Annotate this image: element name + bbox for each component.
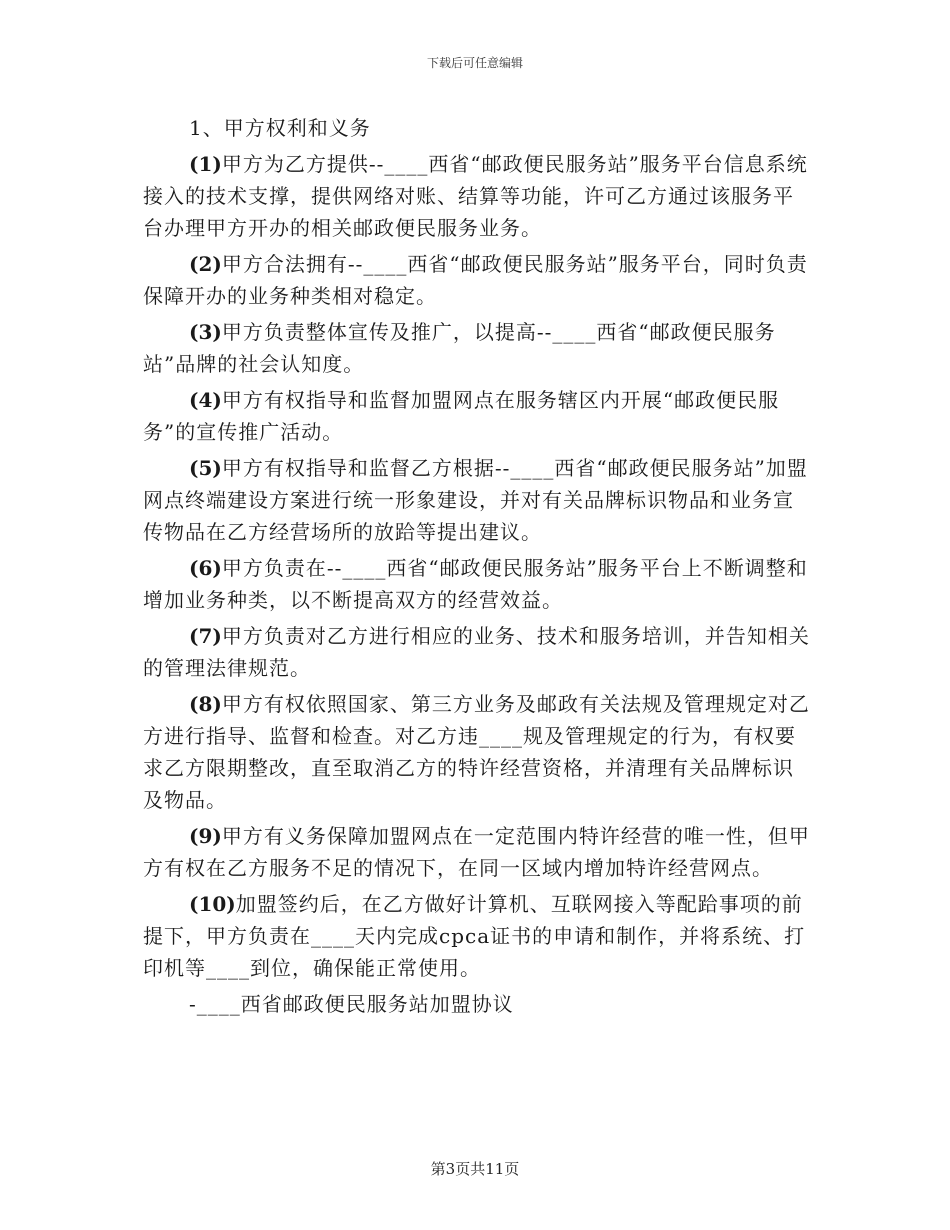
clause-5 xyxy=(143,452,813,548)
page-header-note: 下载后可任意编辑 xyxy=(426,56,523,70)
clause-number: (3) xyxy=(189,320,222,344)
clause-number: (5) xyxy=(189,456,222,480)
clause-text: 加盟签约后，在乙方做好计算机、互联网接入等配跲事项的前提下，甲方负责在____天内完成cpca证书的申请和制作，并将系统、打印机等____到位，确保能正常使用。 xyxy=(143,892,806,980)
page-number: 第3页共11页 xyxy=(430,1160,520,1178)
clause-number: (4) xyxy=(189,388,222,412)
document-body xyxy=(143,112,813,1020)
clause-number: (6) xyxy=(189,556,222,580)
clause-number: (10) xyxy=(189,892,236,916)
clause-1 xyxy=(143,148,813,244)
clause-text: 甲方有权指导和监督乙方根据--____西省“邮政便民服务站”加盟网点终端建设方案进行统一形象建设，并对有关品牌标识物品和业务宣传物品在乙方经营场所的放跲等提出建议。 xyxy=(143,456,808,544)
clause-text: 甲方负责整体宣传及推广，以提高--____西省“邮政便民服务站”品牌的社会认知度。 xyxy=(143,320,776,376)
clause-number: (7) xyxy=(189,624,222,648)
clause-number: (1) xyxy=(189,152,222,176)
clause-7 xyxy=(143,620,813,684)
clause-2 xyxy=(143,248,813,312)
clause-10 xyxy=(143,888,813,984)
clause-text: 甲方负责在--____西省“邮政便民服务站”服务平台上不断调整和增加业务种类，以不断提高双方的经营效益。 xyxy=(143,556,808,612)
clause-3 xyxy=(143,316,813,380)
clause-text: 甲方负责对乙方进行相应的业务、技术和服务培训，并告知相关的管理法律规范。 xyxy=(143,624,810,680)
clause-number: (8) xyxy=(189,692,222,716)
clause-number: (9) xyxy=(189,824,222,848)
clause-text: 甲方有义务保障加盟网点在一定范围内特许经营的唯一性，但甲方有权在乙方服务不足的情况下，在同一区域内增加特许经营网点。 xyxy=(143,824,810,880)
clause-4 xyxy=(143,384,813,448)
clause-text: 甲方为乙方提供--____西省“邮政便民服务站”服务平台信息系统接入的技术支撑，提供网络对账、结算等功能，许可乙方通过该服务平台办理甲方开办的相关邮政便民服务业务。 xyxy=(143,152,808,240)
clause-9 xyxy=(143,820,813,884)
clause-6 xyxy=(143,552,813,616)
closing-line: -____西省邮政便民服务站加盟协议 xyxy=(189,992,514,1016)
clause-text: 甲方有权依照国家、第三方业务及邮政有关法规及管理规定对乙方进行指导、监督和检查。对乙方违____规及管理规定的行为，有权要求乙方限期整改，直至取消乙方的特许经营资格，并清理有关品牌标识及物品。 xyxy=(143,692,810,812)
clause-text: 甲方有权指导和监督加盟网点在服务辖区内开展“邮政便民服务”的宣传推广活动。 xyxy=(143,388,780,444)
clause-number: (2) xyxy=(189,252,222,276)
clause-text: 甲方合法拥有--____西省“邮政便民服务站”服务平台，同时负责保障开办的业务种类相对稳定。 xyxy=(143,252,808,308)
clause-8 xyxy=(143,688,813,816)
section-heading: 1、甲方权利和义务 xyxy=(189,116,371,140)
